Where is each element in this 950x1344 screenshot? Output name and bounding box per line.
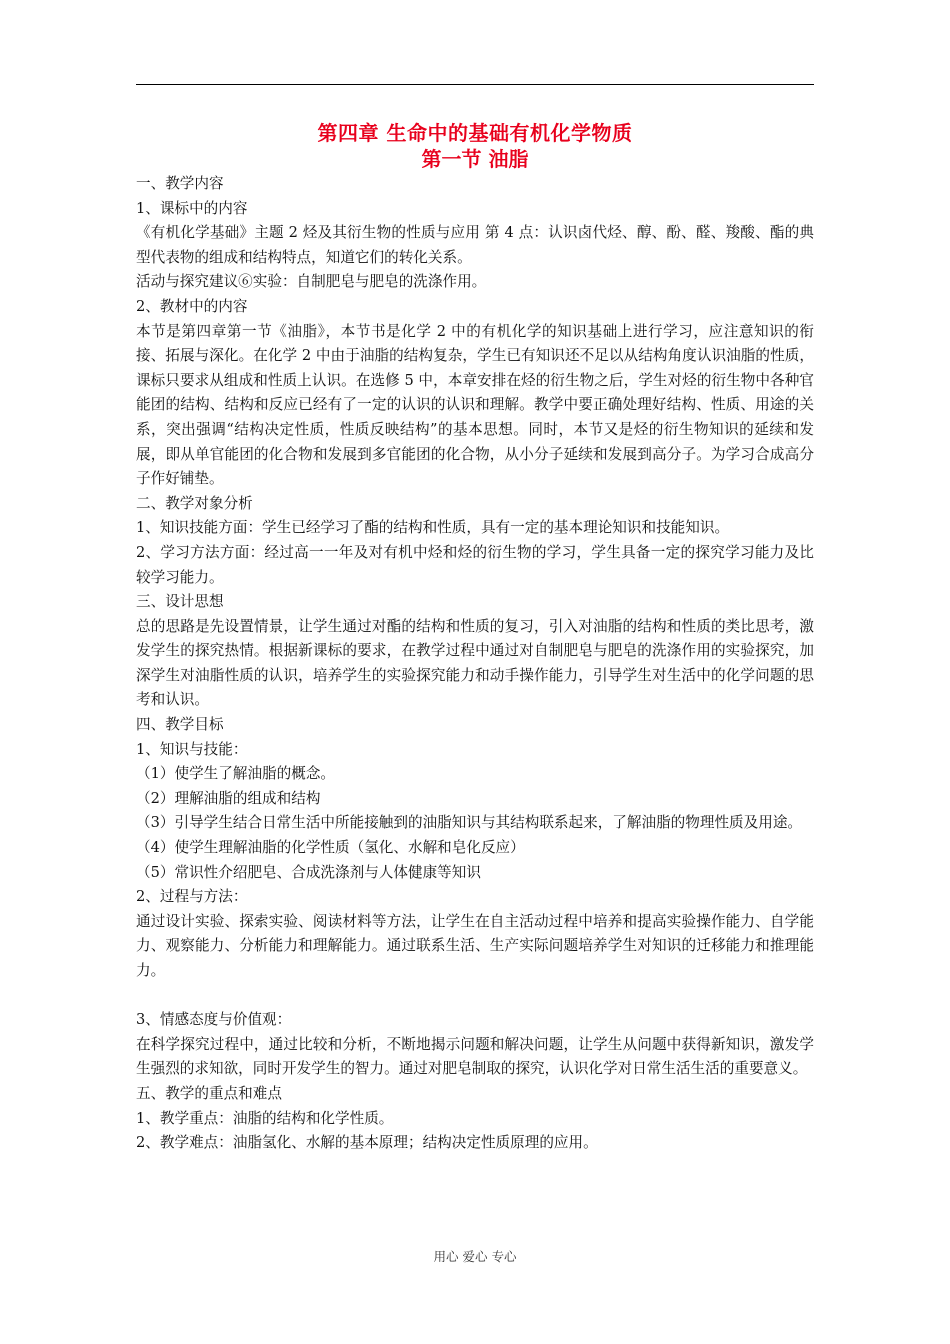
text-line: 本节是第四章第一节《油脂》，本节书是化学 2 中的有机化学的知识基础上进行学习，应注意知识的衔接、拓展与深化。在化学 2 中由于油脂的结构复杂，学生已有知识还不足以从结构角度认识油脂的性质，课标只要求从组成和性质上认识。在选修 5 中，本章安排在烃的衍生物之后，学生对烃的衍生物中各种官能团的结构、结构和反应已经有了一定的认识的认识和理解。教学中要正确处理好结构、性质、用途的关系，突出强调“结构决定性质，性质反映结构”的基本思想。同时，本节又是烃的衍生物知识的延续和发展，即从单官能团的化合物和发展到多官能团的化合物，从小分子延续和发展到高分子。为学习合成高分子作好铺垫。 [136, 322, 814, 488]
text-line: 1、课标中的内容 [136, 199, 248, 217]
text-line: （3）引导学生结合日常生活中所能接触到的油脂知识与其结构联系起来，了解油脂的物理性质及用途。 [136, 814, 803, 832]
text-line: 2、教学难点：油脂氢化、水解的基本原理；结构决定性质原理的应用。 [136, 1134, 598, 1152]
text-line: 《有机化学基础》主题 2 烃及其衍生物的性质与应用 第 4 点：认识卤代烃、醇、酚、醛、羧酸、酯的典型代表物的组成和结构特点，知道它们的转化关系。 [136, 224, 814, 266]
text-line: （4）使学生理解油脂的化学性质（氢化、水解和皂化反应） [136, 839, 525, 857]
text-line: （1）使学生了解油脂的概念。 [136, 765, 336, 783]
text-line: 1、知识与技能： [136, 740, 248, 758]
text-line: （5）常识性介绍肥皂、合成洗涤剂与人体健康等知识 [136, 863, 481, 881]
text-line: （2）理解油脂的组成和结构 [136, 789, 321, 807]
header-rule [136, 84, 814, 85]
text-line: 通过设计实验、探索实验、阅读材料等方法，让学生在自主活动过程中培养和提高实验操作能力、自学能力、观察能力、分析能力和理解能力。通过联系生活、生产实际问题培养学生对知识的迁移能力和推理能力。 [136, 912, 814, 979]
text-line: 五、教学的重点和难点 [136, 1084, 282, 1102]
page-footer: 用心 爱心 专心 [433, 1249, 517, 1264]
text-line: 在科学探究过程中，通过比较和分析，不断地揭示问题和解决问题，让学生从问题中获得新知识，激发学生强烈的求知欲，同时开发学生的智力。通过对肥皂制取的探究，认识化学对日常生活生活的重要意义。 [136, 1035, 814, 1078]
text-line: 一、教学内容 [136, 175, 224, 192]
text-line: 二、教学对象分析 [136, 494, 253, 512]
text-line: 1、知识技能方面：学生已经学习了酯的结构和性质，具有一定的基本理论知识和技能知识。 [136, 519, 730, 537]
text-line: 四、教学目标 [136, 716, 224, 734]
text-line: 总的思路是先设置情景，让学生通过对酯的结构和性质的复习，引入对油脂的结构和性质的类比思考，激发学生的探究热情。根据新课标的要求，在教学过程中通过对自制肥皂与肥皂的洗涤作用的实验探究，加深学生对油脂性质的认识，培养学生的实验探究能力和动手操作能力，引导学生对生活中的化学问题的思考和认识。 [136, 617, 814, 709]
text-line: 活动与探究建议⑥实验：自制肥皂与肥皂的洗涤作用。 [136, 273, 487, 291]
chapter-title: 第四章 生命中的基础有机化学物质 [317, 121, 633, 145]
text-line [136, 984, 814, 1009]
text-lines [136, 172, 814, 1156]
text-line: 1、教学重点：油脂的结构和化学性质。 [136, 1109, 394, 1127]
text-line: 2、学习方法方面：经过高一一年及对有机中烃和烃的衍生物的学习，学生具备一定的探究学习能力及比较学习能力。 [136, 543, 814, 586]
text-line: 2、过程与方法： [136, 888, 248, 906]
text-line: 2、教材中的内容 [136, 297, 248, 315]
document-body [136, 120, 814, 1156]
text-line: 三、设计思想 [136, 593, 224, 611]
text-line: 3、情感态度与价值观： [136, 1011, 292, 1029]
section-title: 第一节 油脂 [421, 147, 529, 171]
